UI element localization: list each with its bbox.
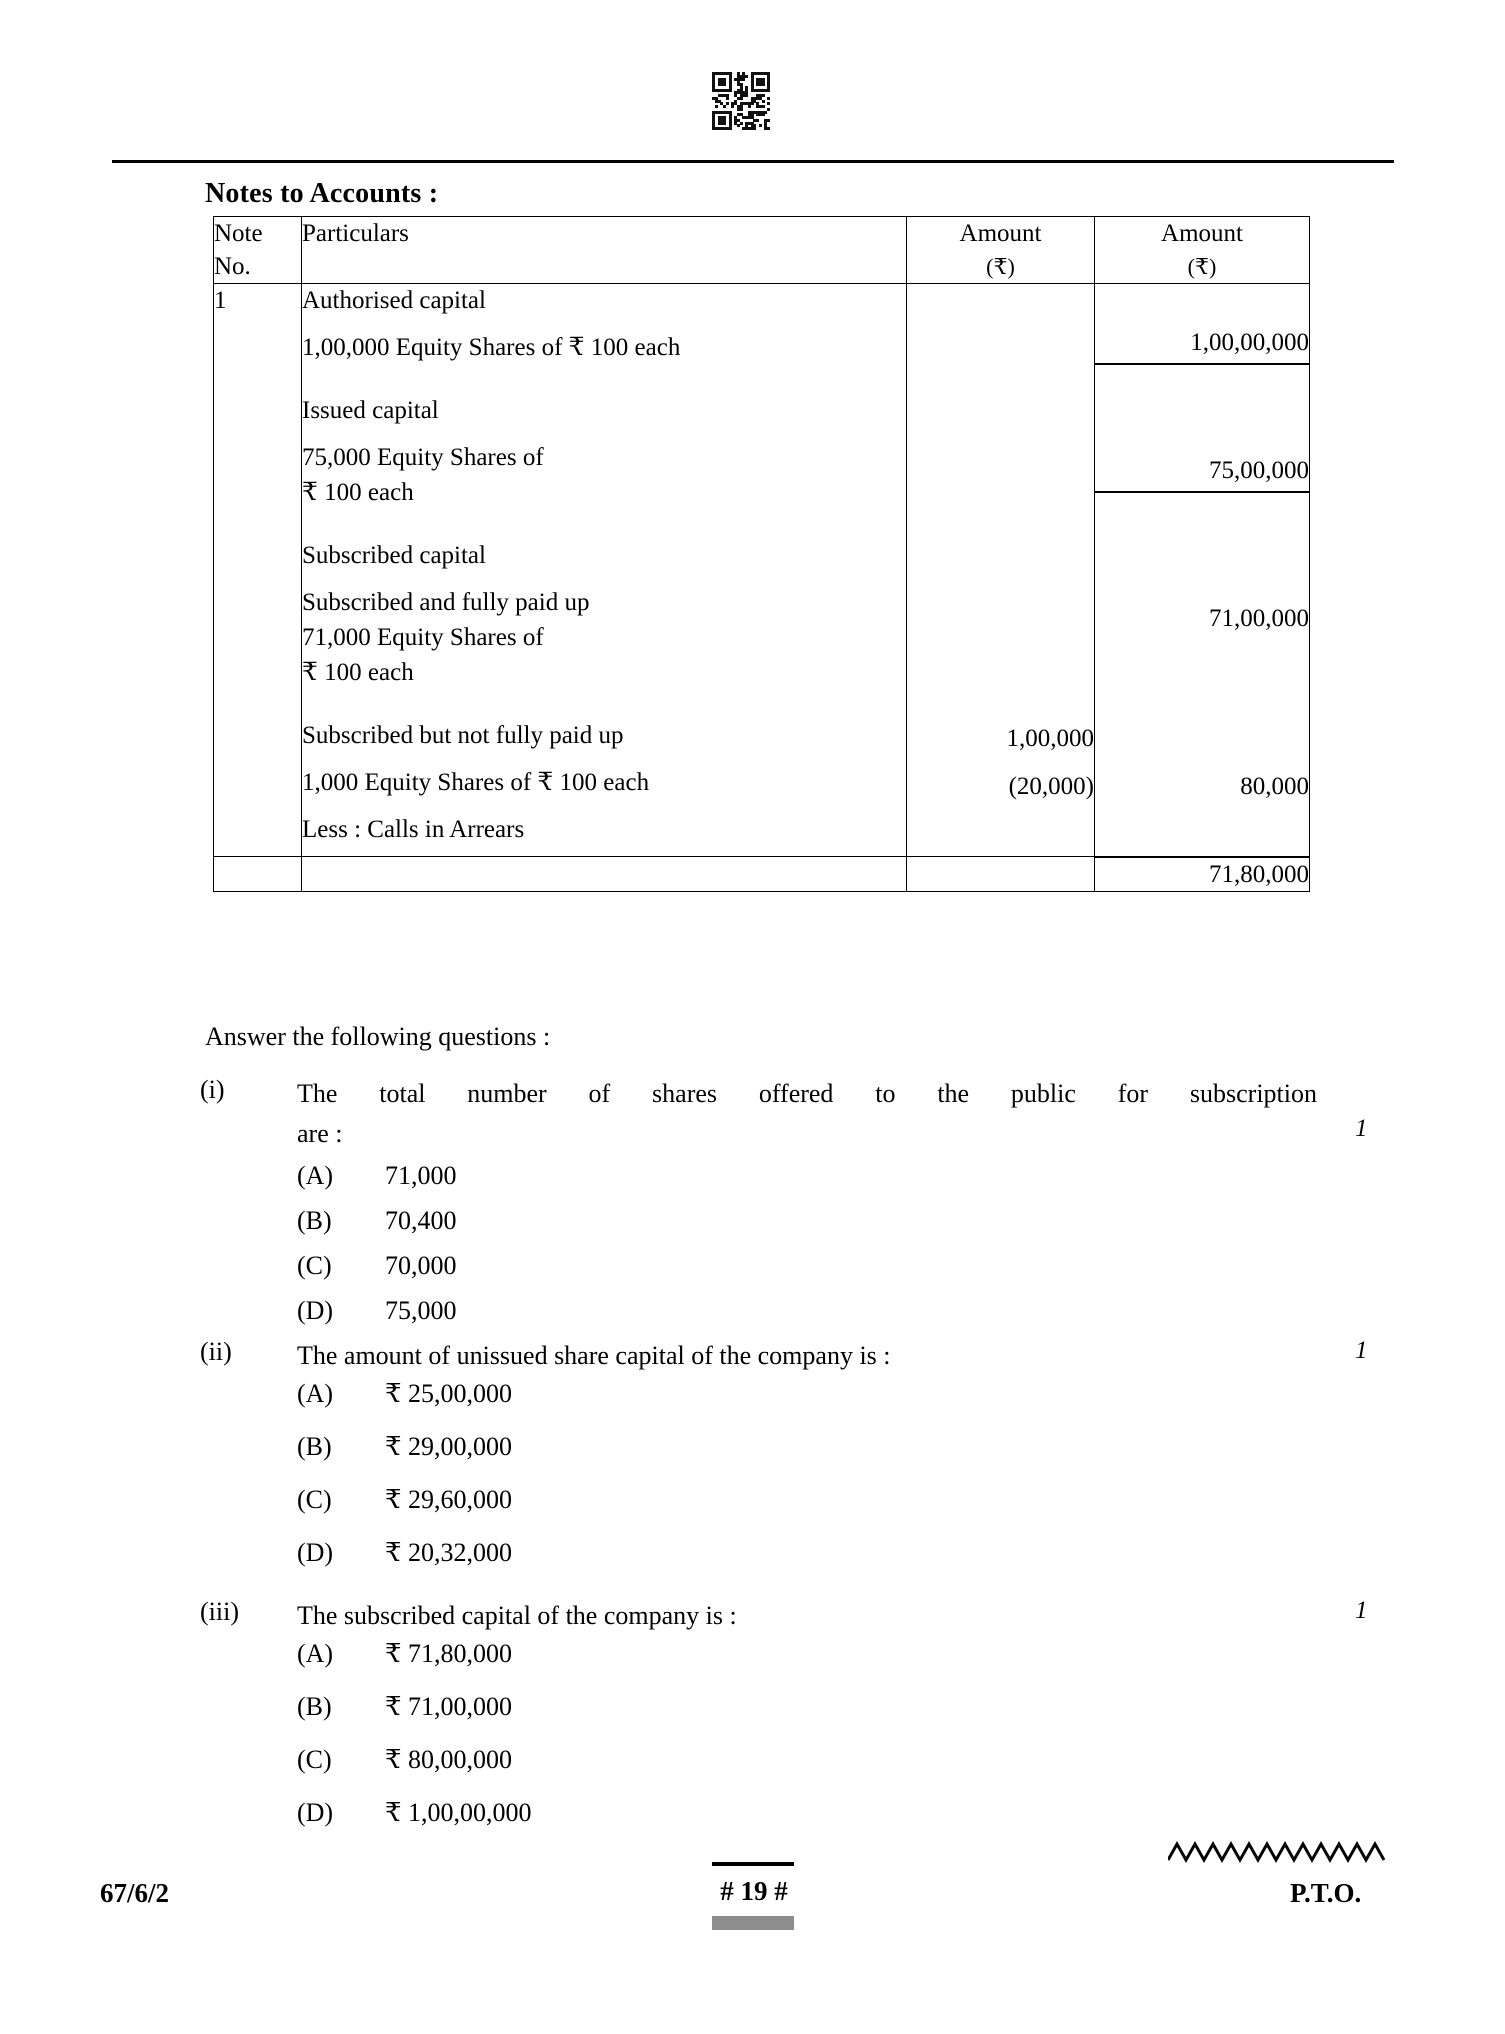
question-ii-marks: 1 [1355,1337,1368,1364]
cell-amount-col1 [907,284,1095,857]
question-i-number: (i) [200,1075,225,1104]
option-a-label: (A) [297,1639,334,1668]
particular-subscribed-capital: Subscribed capital [302,542,486,569]
question-i-option-a[interactable] [297,1161,457,1191]
option-d-value: ₹ 20,32,000 [385,1538,513,1567]
amount2-issued-capital: 75,00,000 [1095,454,1309,493]
option-a-label: (A) [297,1379,334,1408]
particular-issued-shares: 75,000 Equity Shares of [302,444,544,471]
total-spacer-particulars [302,857,907,892]
footer-bar-bottom [712,1916,794,1930]
amount2-authorised-capital: 1,00,00,000 [1095,326,1309,365]
cell-particulars [302,284,907,857]
notes-to-accounts-table [213,216,1310,892]
question-ii-option-c[interactable] [297,1485,512,1515]
total-spacer-amount1 [907,857,1095,892]
question-ii-option-a[interactable] [297,1379,512,1409]
question-i-text: The total number of shares offered to the public for subscription [297,1079,1317,1108]
question-iii-number: (iii) [200,1597,239,1626]
amount2-subscribed-fully-paid: 71,00,000 [1209,605,1309,632]
option-c-value: ₹ 29,60,000 [385,1485,513,1514]
total-spacer-note [214,857,302,892]
header-amount-2 [1095,217,1310,284]
question-iii-marks: 1 [1355,1597,1368,1624]
amount2-total: 71,80,000 [1095,857,1310,892]
squiggle-decoration [1168,1840,1390,1866]
header-note-no-line2: No. [214,253,251,280]
footer-page-marker: # 19 # [720,1876,788,1906]
particular-not-fully-paid-shares: 1,000 Equity Shares of ₹ 100 each [302,769,650,796]
option-a-label: (A) [297,1161,334,1190]
option-d-label: (D) [297,1538,334,1567]
option-c-value: 70,000 [385,1251,457,1280]
question-ii-option-b[interactable] [297,1432,512,1462]
header-particulars: Particulars [302,217,907,284]
option-d-label: (D) [297,1296,334,1325]
header-amount-1-label: Amount [959,220,1042,247]
header-note-no [214,217,302,284]
question-i-marks: 1 [1355,1115,1368,1142]
header-amount-1-unit: (₹) [986,254,1015,279]
question-iii-option-a[interactable] [297,1639,512,1669]
particular-calls-in-arrears: Less : Calls in Arrears [302,816,525,843]
option-b-label: (B) [297,1692,332,1721]
question-ii-option-d[interactable] [297,1538,512,1568]
notes-to-accounts-heading: Notes to Accounts : [205,178,439,209]
particular-subscribed-fully-paid-shares: 71,000 Equity Shares of [302,624,544,651]
option-b-label: (B) [297,1432,332,1461]
question-iii-option-d[interactable] [297,1798,532,1828]
option-c-label: (C) [297,1745,332,1774]
particular-authorised-shares: 1,00,000 Equity Shares of ₹ 100 each [302,334,681,361]
amount1-not-fully-paid: 1,00,000 [1006,725,1094,752]
question-iii-option-b[interactable] [297,1692,512,1722]
option-a-value: ₹ 71,80,000 [385,1639,513,1668]
footer-bar-top [712,1862,794,1866]
option-d-label: (D) [297,1798,334,1827]
particular-subscribed-fully-paid-value: ₹ 100 each [302,659,414,686]
question-iii-text: The subscribed capital of the company is : [297,1601,737,1630]
option-b-value: ₹ 71,00,000 [385,1692,513,1721]
footer-paper-code: 67/6/2 [100,1878,170,1908]
option-b-value: 70,400 [385,1206,457,1235]
table-total-row [214,857,1310,892]
question-ii-text: The amount of unissued share capital of the company is : [297,1341,891,1370]
option-c-label: (C) [297,1251,332,1280]
amount1-calls-in-arrears: (20,000) [1008,773,1094,800]
particular-authorised-capital: Authorised capital [302,287,486,314]
footer-pto: P.T.O. [1290,1878,1362,1908]
header-rule [112,160,1394,163]
amount2-not-fully-paid-net: 80,000 [1240,773,1309,800]
option-c-label: (C) [297,1485,332,1514]
option-b-value: ₹ 29,00,000 [385,1432,513,1461]
option-d-value: 75,000 [385,1296,457,1325]
cell-amount-col2 [1095,284,1310,857]
particular-issued-shares-value: ₹ 100 each [302,479,414,506]
option-a-value: 71,000 [385,1161,457,1190]
question-i-option-d[interactable] [297,1296,457,1326]
table-header-row [214,217,1310,284]
answer-instruction: Answer the following questions : [205,1022,551,1051]
table-row [214,284,1310,857]
question-ii-number: (ii) [200,1337,232,1366]
particular-subscribed-not-fully-paid: Subscribed but not fully paid up [302,722,624,749]
qr-code-icon [712,72,770,130]
cell-note-no: 1 [214,284,302,857]
question-i-option-c[interactable] [297,1251,457,1281]
particular-subscribed-fully-paid: Subscribed and fully paid up [302,589,590,616]
option-b-label: (B) [297,1206,332,1235]
question-iii-option-c[interactable] [297,1745,512,1775]
option-c-value: ₹ 80,00,000 [385,1745,513,1774]
header-amount-2-unit: (₹) [1187,254,1217,279]
question-i-option-b[interactable] [297,1206,457,1236]
header-amount-1 [907,217,1095,284]
option-a-value: ₹ 25,00,000 [385,1379,513,1408]
question-i-text-cont: are : [297,1119,343,1148]
particular-issued-capital: Issued capital [302,397,439,424]
option-d-value: ₹ 1,00,00,000 [385,1798,532,1827]
header-note-no-line1: Note [214,220,263,247]
header-amount-2-label: Amount [1161,220,1243,247]
